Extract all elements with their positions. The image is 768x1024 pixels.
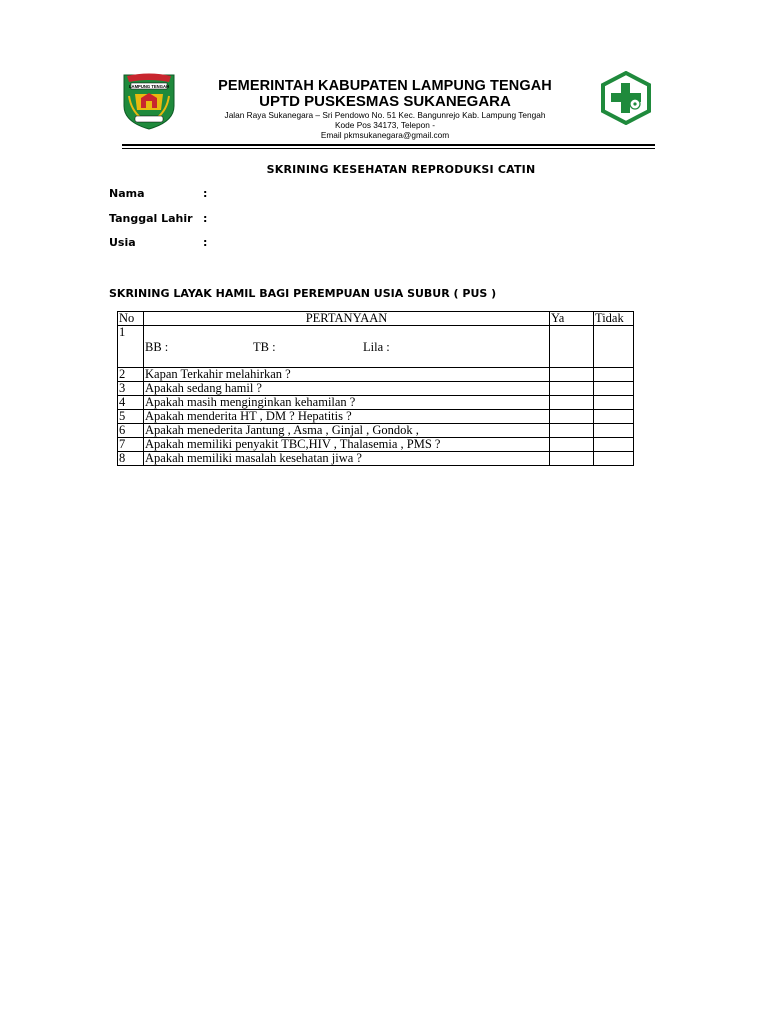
letterhead-rule-thick xyxy=(122,144,655,146)
row-number: 5 xyxy=(118,410,144,424)
table-row xyxy=(118,410,634,424)
row-number: 8 xyxy=(118,452,144,466)
answer-tidak-cell[interactable] xyxy=(594,396,634,410)
table-row xyxy=(118,424,634,438)
answer-tidak-cell[interactable] xyxy=(594,382,634,396)
row-question: Kapan Terkahir melahirkan ? xyxy=(144,368,550,382)
table-row xyxy=(118,382,634,396)
letterhead-title-1: PEMERINTAH KABUPATEN LAMPUNG TENGAH xyxy=(218,78,552,94)
lampung-tengah-emblem-icon xyxy=(121,72,177,130)
answer-ya-cell[interactable] xyxy=(550,382,594,396)
row-question: Apakah memiliki penyakit TBC,HIV , Thalasemia , PMS ? xyxy=(144,438,550,452)
bb-label: BB : xyxy=(145,340,169,354)
answer-ya-cell[interactable] xyxy=(550,368,594,382)
row-number: 4 xyxy=(118,396,144,410)
field-colon: : xyxy=(203,187,208,200)
field-label: Tanggal Lahir xyxy=(109,212,193,225)
table-row xyxy=(118,438,634,452)
lila-label: Lila : xyxy=(363,340,390,354)
emblem-text: LAMPUNG TENGAH xyxy=(128,83,170,89)
row-number: 7 xyxy=(118,438,144,452)
header-ya: Ya xyxy=(550,312,594,326)
row-question: Apakah sedang hamil ? xyxy=(144,382,550,396)
answer-tidak-cell[interactable] xyxy=(594,410,634,424)
puskesmas-logo-icon xyxy=(599,71,653,125)
answer-tidak-cell[interactable] xyxy=(594,438,634,452)
answer-tidak-cell[interactable] xyxy=(594,452,634,466)
row-number: 1 xyxy=(118,326,144,368)
field-label: Nama xyxy=(109,187,145,200)
header-question: PERTANYAAN xyxy=(144,312,550,326)
address-line-1: Jalan Raya Sukanegara – Sri Pendowo No. 51 Kec. Bangunrejo Kab. Lampung Tengah xyxy=(224,110,546,120)
table-row xyxy=(118,326,634,368)
row-number: 6 xyxy=(118,424,144,438)
answer-tidak-cell[interactable] xyxy=(594,326,634,368)
answer-ya-cell[interactable] xyxy=(550,410,594,424)
header-tidak: Tidak xyxy=(594,312,634,326)
address-line-2: Kode Pos 34173, Telepon - xyxy=(335,120,435,130)
answer-ya-cell[interactable] xyxy=(550,396,594,410)
table-row xyxy=(118,396,634,410)
screening-table xyxy=(117,311,634,466)
answer-tidak-cell[interactable] xyxy=(594,368,634,382)
table-header-row xyxy=(118,312,634,326)
row-question: Apakah menederita Jantung , Asma , Ginjal , Gondok , xyxy=(144,424,550,438)
answer-ya-cell[interactable] xyxy=(550,424,594,438)
answer-ya-cell[interactable] xyxy=(550,452,594,466)
section-title: SKRINING LAYAK HAMIL BAGI PEREMPUAN USIA SUBUR ( PUS ) xyxy=(109,287,497,300)
field-label: Usia xyxy=(109,236,136,249)
row-number: 3 xyxy=(118,382,144,396)
letterhead-title-2: UPTD PUSKESMAS SUKANEGARA xyxy=(259,93,511,110)
table-row xyxy=(118,368,634,382)
row-question: Apakah masih menginginkan kehamilan ? xyxy=(144,396,550,410)
address-line-3: Email pkmsukanegara@gmail.com xyxy=(320,130,450,140)
document-title: SKRINING KESEHATAN REPRODUKSI CATIN xyxy=(266,163,536,176)
row-measurements xyxy=(144,326,550,368)
row-question: Apakah menderita HT , DM ? Hepatitis ? xyxy=(144,410,550,424)
answer-tidak-cell[interactable] xyxy=(594,424,634,438)
answer-ya-cell[interactable] xyxy=(550,326,594,368)
row-number: 2 xyxy=(118,368,144,382)
letterhead-rule-thin xyxy=(122,148,655,149)
table-row xyxy=(118,452,634,466)
tb-label: TB : xyxy=(253,340,276,354)
field-colon: : xyxy=(203,236,208,249)
row-question: Apakah memiliki masalah kesehatan jiwa ? xyxy=(144,452,550,466)
letterhead-address xyxy=(180,110,590,140)
header-no: No xyxy=(118,312,144,326)
field-colon: : xyxy=(203,212,208,225)
answer-ya-cell[interactable] xyxy=(550,438,594,452)
